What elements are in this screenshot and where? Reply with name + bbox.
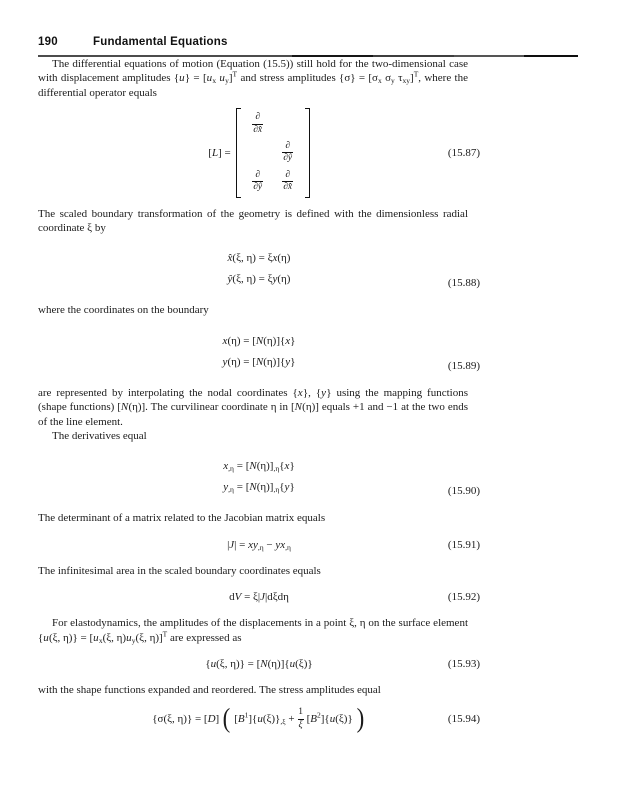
equation-15-87 [38, 108, 480, 197]
paragraph-interpolation: are represented by interpolating the nodal coordinates {x}, {y} using the mapping functions (shape functions) [N(η)]. The curvilinear coordinate η in [N(η)] equals +1 and −1 at the two ends of the line element. [38, 386, 468, 428]
fraction-denominator: ∂x̂ [283, 182, 293, 193]
paragraph-scaled-boundary: The scaled boundary transformation of the geometry is defined with the dimensionless radial coordinate ξ by [38, 207, 468, 234]
equation-number: (15.90) [447, 485, 480, 498]
equation-line: x̂(ξ, η) = ξx(η) [227, 252, 291, 265]
matrix-cell-dx2 [281, 170, 294, 194]
equation-15-92 [38, 591, 480, 603]
paragraph-derivatives: The derivatives equal [52, 430, 147, 442]
matrix-cell-dy2 [251, 170, 264, 194]
equation-body [223, 331, 296, 373]
equation-number: (15.94) [447, 713, 480, 726]
page-header [38, 36, 617, 48]
matrix-cell-dy [281, 141, 294, 165]
equation-number: (15.91) [447, 538, 480, 551]
equation-body: {u(ξ, η)} = [N(η)]{u(ξ)} [205, 658, 313, 671]
fraction-denominator: ∂ŷ [283, 153, 293, 164]
matrix-cell-dx [251, 112, 264, 136]
fraction-denominator: ∂x̂ [253, 124, 263, 135]
paragraph-elastodynamics: For elastodynamics, the amplitudes of the displacements in a point ξ, η on the surface element {u(ξ, $\eta)\} = [u_x(\xi$, $\eta)u_y(\xi$, η)]$^T$ are expressed as [38, 617, 468, 645]
paragraph-infinitesimal-area: The infinitesimal area in the scaled boundary coordinates equals [38, 564, 321, 577]
equation-number: (15.93) [447, 658, 480, 671]
equation-body: {σ(ξ, η)} = [D] ( $[B^1]\{u(\xi)\}_{,\xi}$ + $\frac{1}{\xi}$ $[B^2]\{u(\xi)\}$ ) [152, 703, 365, 734]
equation-line: y(η) = [N(η)]{y} [222, 355, 296, 368]
paragraph-shape-functions: with the shape functions expanded and reordered. The stress amplitudes equal [38, 684, 381, 697]
fraction-numerator: ∂ [255, 169, 261, 180]
fraction-numerator: ∂ [255, 112, 261, 123]
equation-number: (15.89) [447, 359, 480, 372]
equation-body [223, 456, 294, 498]
equation-15-93 [38, 658, 480, 670]
fraction-one-over-xi [297, 707, 305, 731]
equation-15-89 [38, 331, 480, 373]
equation-15-94 [38, 703, 480, 734]
running-title: Fundamental Equations [93, 36, 228, 48]
equation-line: $x_{,\eta} = [N(\eta)]_{,\eta}\{x\}$ [223, 460, 295, 474]
equation-body: $|J| = xy_{,\eta} - yx_{,\eta}$ [227, 538, 291, 552]
fraction-numerator: ∂ [285, 169, 291, 180]
equation-line: x(η) = [N(η)]{x} [222, 334, 296, 347]
equation-line: $y_{,\eta} = [N(\eta)]_{,\eta}\{y\}$ [223, 481, 295, 495]
fraction-numerator: ∂ [285, 141, 291, 151]
equation-number: (15.92) [447, 591, 480, 604]
fraction-denominator: ∂ŷ [253, 182, 263, 193]
equation-15-88 [38, 248, 480, 290]
equation-lhs: {σ(ξ, η)} = [D] [152, 713, 220, 726]
paragraph-determinant: The determinant of a matrix related to the Jacobian matrix equals [38, 512, 326, 525]
equation-15-91 [38, 539, 480, 551]
page-number: 190 [38, 36, 58, 48]
equation-term-1: $[B^1]\{u(\xi)\}_{,\xi}$ + [234, 710, 295, 727]
fraction-denominator: ξ [298, 719, 303, 730]
differential-operator-matrix [236, 108, 310, 197]
equation-body: dV = ξ|J|dξdη [229, 591, 289, 604]
equation-number: (15.87) [447, 146, 480, 159]
equation-line: ŷ(ξ, η) = ξy(η) [227, 273, 291, 286]
equation-term-2: $[B^2]\{u(\xi)\}$ [306, 710, 353, 726]
equation-number: (15.88) [447, 277, 480, 290]
equation-15-90 [38, 456, 480, 498]
equation-body [228, 248, 291, 290]
equation-lhs: [L] = [208, 146, 231, 159]
fraction-numerator: 1 [298, 707, 303, 718]
paragraph-where-coordinates: where the coordinates on the boundary [38, 304, 209, 317]
paragraph-intro: The differential equations of motion (Equation (15.5)) still hold for the two-dimensional case with displacement amplitudes $\{u\} = [u_x$ $u_y]^T$ and stress amplitudes $\{\sigma\} = [\sigma_x$ $\sigma_y$ $\tau_{xy}]^T$, where the differential operator equals [38, 58, 468, 99]
